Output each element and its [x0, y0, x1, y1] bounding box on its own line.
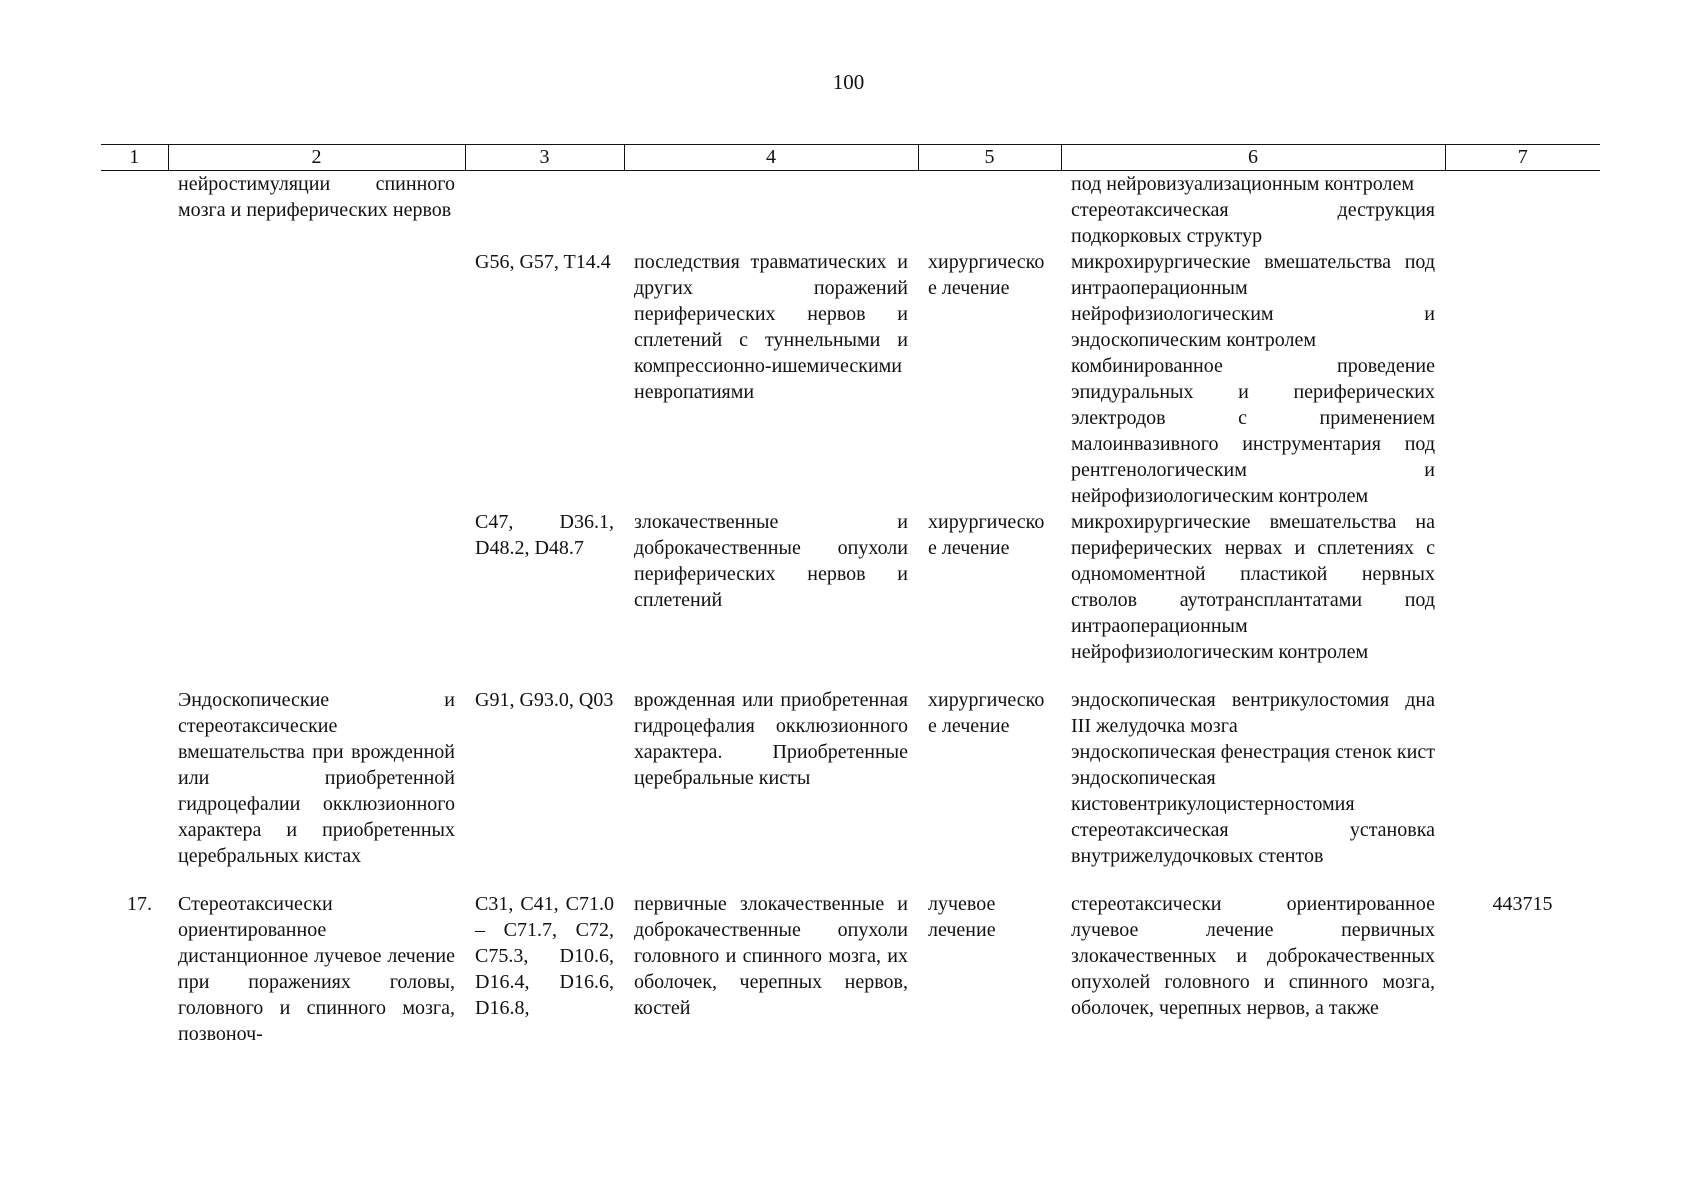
table-row: [101, 171, 1600, 250]
patient-model-cell: [624, 509, 918, 687]
column-header: 5: [918, 145, 1061, 171]
cost-cell: [1445, 249, 1600, 509]
treatment-method-cell: [1061, 891, 1445, 1047]
medical-services-table: [101, 144, 1600, 1047]
table-row: [101, 509, 1600, 687]
cost-cell: [1445, 509, 1600, 687]
cell-text-line: последствия травматических и других поражений периферических нервов и сплетений с туннельными и компрессионно-ишемическими невропатиями: [634, 251, 908, 403]
treatment-type-cell: [918, 171, 1061, 250]
icd-codes-cell: [465, 687, 624, 891]
cell-text-line: G91, G93.0, Q03: [475, 689, 614, 711]
table-row: [101, 891, 1600, 1047]
service-name-cell: [168, 509, 465, 687]
cell-text-line: нейростимуляции спинного мозга и периферических нервов: [178, 173, 455, 221]
service-name-cell: [168, 249, 465, 509]
cell-text-line: стереотаксическая установка внутрижелудочковых стентов: [1071, 819, 1435, 867]
cell-text-line: Стереотаксически ориентированное дистанционное лучевое лечение при поражениях головы, головного и спинного мозга, позвоноч-: [178, 893, 455, 1045]
cell-text-line: хирургическое лечение: [928, 689, 1045, 737]
service-name-cell: [168, 687, 465, 891]
treatment-method-cell: [1061, 171, 1445, 250]
cell-text-line: врожденная или приобретенная гидроцефалия окклюзионного характера. Приобретенные церебральные кисты: [634, 689, 908, 789]
cell-text-line: первичные злокачественные и доброкачественные опухоли головного и спинного мозга, их оболочек, черепных нервов, костей: [634, 893, 908, 1019]
cell-text-line: хирургическое лечение: [928, 511, 1045, 559]
icd-codes-cell: [465, 509, 624, 687]
table-row: [101, 687, 1600, 891]
patient-model-cell: [624, 891, 918, 1047]
row-number-cell: [101, 509, 168, 687]
cost-cell: 443715: [1492, 893, 1553, 915]
cell-text-line: под нейровизуализационным контролем: [1071, 173, 1415, 195]
page-number: 100: [832, 70, 865, 94]
treatment-type-cell: [918, 891, 1061, 1047]
column-header: 4: [624, 145, 918, 171]
cell-text-line: эндоскопическая вентрикулостомия дна III желудочка мозга: [1071, 689, 1435, 737]
cell-text-line: C31, C41, C71.0 – C71.7, C72, C75.3, D10.6, D16.4, D16.6, D16.8,: [475, 893, 614, 1019]
cell-text-line: стереотаксически ориентированное лучевое лечение первичных злокачественных и доброкачественных опухолей головного и спинного мозга, оболочек, черепных нервов, а также: [1071, 893, 1435, 1019]
table-body: [101, 171, 1600, 1048]
column-header: 1: [101, 145, 168, 171]
patient-model-cell: [624, 171, 918, 250]
treatment-method-cell: [1061, 509, 1445, 687]
column-header: 3: [465, 145, 624, 171]
cell-text-line: стереотаксическая деструкция подкорковых структур: [1071, 199, 1435, 247]
patient-model-cell: [624, 249, 918, 509]
treatment-method-cell: [1061, 249, 1445, 509]
service-name-cell: [168, 891, 465, 1047]
treatment-type-cell: [918, 249, 1061, 509]
treatment-type-cell: [918, 509, 1061, 687]
cell-text-line: комбинированное проведение эпидуральных и периферических электродов с применением малоинвазивного инструментария под рентгенологическим и нейрофизиологическим контролем: [1071, 355, 1435, 507]
row-number-cell: 17.: [127, 893, 152, 915]
cell-text-line: злокачественные и доброкачественные опухоли периферических нервов и сплетений: [634, 511, 908, 611]
icd-codes-cell: [465, 891, 624, 1047]
treatment-type-cell: [918, 687, 1061, 891]
service-name-cell: [168, 171, 465, 250]
treatment-method-cell: [1061, 687, 1445, 891]
cell-text-line: хирургическое лечение: [928, 251, 1045, 299]
cell-text-line: G56, G57, T14.4: [475, 251, 611, 273]
cell-text-line: эндоскопическая фенестрация стенок кист: [1071, 741, 1435, 763]
icd-codes-cell: [465, 249, 624, 509]
cell-text-line: лучевое лечение: [928, 893, 996, 941]
cost-cell: [1445, 687, 1600, 891]
column-header: 2: [168, 145, 465, 171]
cost-cell: [1445, 171, 1600, 250]
icd-codes-cell: [465, 171, 624, 250]
table-row: [101, 249, 1600, 509]
row-number-cell: [101, 249, 168, 509]
column-header: 6: [1061, 145, 1445, 171]
row-number-cell: [101, 171, 168, 250]
cell-text-line: Эндоскопические и стереотаксические вмешательства при врожденной или приобретенной гидроцефалии окклюзионного характера и приобретенных церебральных кистах: [178, 689, 455, 867]
row-number-cell: [101, 687, 168, 891]
table-header-row: [101, 145, 1600, 171]
cell-text-line: микрохирургические вмешательства на периферических нервах и сплетениях с одномоментной пластикой нервных стволов аутотрансплантатами под интраоперационным нейрофизиологическим контролем: [1071, 511, 1435, 663]
patient-model-cell: [624, 687, 918, 891]
cell-text-line: микрохирургические вмешательства под интраоперационным нейрофизиологическим и эндоскопическим контролем: [1071, 251, 1435, 351]
column-header: 7: [1445, 145, 1600, 171]
cell-text-line: эндоскопическая кистовентрикулоцистерностомия: [1071, 767, 1355, 815]
cell-text-line: C47, D36.1, D48.2, D48.7: [475, 511, 614, 559]
